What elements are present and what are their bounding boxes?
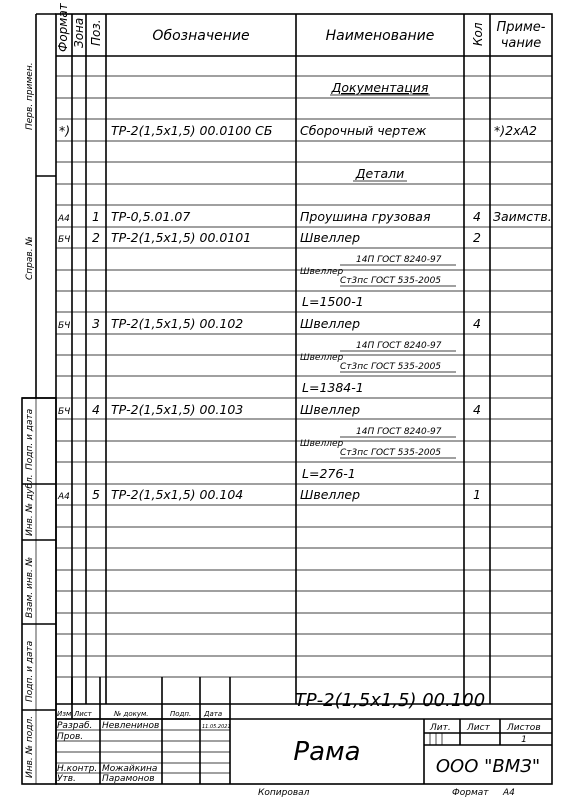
svg-text:4: 4 (473, 402, 481, 417)
svg-text:Швеллер: Швеллер (300, 487, 361, 502)
svg-text:1: 1 (521, 735, 527, 745)
svg-text:А4: А4 (58, 492, 70, 502)
table-row (59, 123, 537, 138)
svg-text:БЧ: БЧ (58, 321, 71, 331)
svg-text:ТР-2(1,5х1,5) 00.0101: ТР-2(1,5х1,5) 00.0101 (111, 230, 252, 245)
svg-text:5: 5 (92, 487, 100, 502)
svg-text:Швеллер: Швеллер (300, 267, 344, 277)
header-pos: Поз. (89, 19, 103, 46)
svg-text:Сборочный чертеж: Сборочный чертеж (300, 123, 427, 138)
side-label-sign-date-1: Подп. и дата (25, 408, 35, 470)
header-note-1: Приме- (496, 20, 546, 35)
svg-text:14П ГОСТ 8240-97: 14П ГОСТ 8240-97 (356, 341, 442, 351)
format-value: А4 (503, 788, 515, 798)
header-zone: Зона (72, 17, 86, 48)
table-row (58, 402, 481, 481)
svg-text:Листов: Листов (507, 723, 541, 733)
table-row (57, 487, 481, 502)
svg-text:Утв.: Утв. (57, 774, 76, 784)
svg-text:3: 3 (92, 316, 100, 331)
side-label-inv-podl: Инв. № подл. (25, 715, 35, 778)
header-name: Наименование (325, 28, 435, 44)
svg-text:*)2хА2: *)2хА2 (494, 123, 537, 138)
svg-text:4: 4 (473, 316, 481, 331)
svg-text:Швеллер: Швеллер (300, 353, 344, 363)
svg-text:4: 4 (473, 209, 481, 224)
side-label-vzam-inv: Взам. инв. № (25, 556, 35, 618)
svg-text:А4: А4 (58, 214, 70, 224)
svg-text:Парамонов: Парамонов (102, 774, 155, 784)
svg-text:2: 2 (92, 230, 100, 245)
svg-text:Лист: Лист (467, 723, 490, 733)
copied-label: Копировал (258, 788, 310, 798)
svg-text:Швеллер: Швеллер (300, 439, 344, 449)
side-label-ref-no: Справ. № (25, 236, 35, 280)
svg-text:Лит.: Лит. (430, 723, 451, 733)
svg-text:БЧ: БЧ (58, 407, 71, 417)
svg-text:№ докум.: № докум. (114, 710, 149, 718)
doc-number: ТР-2(1,5х1,5) 00.100 (294, 690, 486, 711)
row-lines (56, 76, 552, 677)
side-label-inv-dubl: Инв. № дубл. (25, 474, 35, 536)
organization: ООО "ВМЗ" (435, 756, 541, 777)
svg-text:*): *) (59, 123, 71, 138)
svg-text:ТР-0,5.01.07: ТР-0,5.01.07 (111, 209, 191, 224)
svg-text:14П ГОСТ 8240-97: 14П ГОСТ 8240-97 (356, 427, 442, 437)
svg-text:L=276-1: L=276-1 (302, 466, 356, 481)
svg-text:БЧ: БЧ (58, 235, 71, 245)
svg-text:4: 4 (92, 402, 100, 417)
table-row (58, 230, 481, 309)
svg-text:Изм.: Изм. (57, 710, 74, 718)
drawing-title: Рама (293, 737, 361, 767)
svg-text:1: 1 (473, 487, 481, 502)
svg-text:Подп.: Подп. (170, 710, 192, 718)
svg-text:Дата: Дата (204, 710, 223, 718)
svg-text:Заимств.: Заимств. (493, 209, 552, 224)
svg-text:Можайкина: Можайкина (102, 764, 158, 774)
svg-text:Ст3пс ГОСТ 535-2005: Ст3пс ГОСТ 535-2005 (340, 448, 442, 458)
table-row (57, 209, 552, 224)
svg-text:Швеллер: Швеллер (300, 230, 361, 245)
svg-text:14П ГОСТ 8240-97: 14П ГОСТ 8240-97 (356, 255, 442, 265)
svg-text:ТР-2(1,5х1,5) 00.104: ТР-2(1,5х1,5) 00.104 (111, 487, 244, 502)
svg-text:ТР-2(1,5х1,5) 00.102: ТР-2(1,5х1,5) 00.102 (111, 316, 244, 331)
svg-text:Швеллер: Швеллер (300, 402, 361, 417)
svg-text:Н.контр.: Н.контр. (57, 764, 98, 774)
svg-text:2: 2 (473, 230, 481, 245)
svg-text:Швеллер: Швеллер (300, 316, 361, 331)
svg-text:Пров.: Пров. (57, 732, 84, 742)
header-format: Формат (56, 3, 70, 52)
svg-text:Ст3пс ГОСТ 535-2005: Ст3пс ГОСТ 535-2005 (340, 362, 442, 372)
section-details: Детали (355, 166, 405, 181)
format-label: Формат (452, 788, 489, 798)
svg-text:Ст3пс ГОСТ 535-2005: Ст3пс ГОСТ 535-2005 (340, 276, 442, 286)
svg-text:Невленинов: Невленинов (102, 721, 160, 731)
svg-text:11.05.2021: 11.05.2021 (202, 724, 231, 730)
header-qty: Кол (471, 22, 485, 46)
svg-text:ТР-2(1,5х1,5) 00.103: ТР-2(1,5х1,5) 00.103 (111, 402, 244, 417)
svg-text:Проушина грузовая: Проушина грузовая (300, 209, 431, 224)
svg-text:1: 1 (92, 209, 100, 224)
section-documentation: Документация (331, 80, 429, 95)
svg-text:Разраб.: Разраб. (57, 721, 93, 731)
svg-text:Лист: Лист (74, 710, 92, 718)
svg-text:L=1384-1: L=1384-1 (302, 380, 364, 395)
svg-text:ТР-2(1,5х1,5) 00.0100 СБ: ТР-2(1,5х1,5) 00.0100 СБ (111, 123, 273, 138)
side-label-first-use: Перв. примен. (25, 62, 35, 130)
svg-text:L=1500-1: L=1500-1 (302, 294, 364, 309)
table-row (58, 316, 481, 395)
side-label-sign-date-2: Подп. и дата (25, 640, 35, 702)
header-designation: Обозначение (152, 28, 250, 44)
header-note-2: чание (500, 36, 542, 51)
